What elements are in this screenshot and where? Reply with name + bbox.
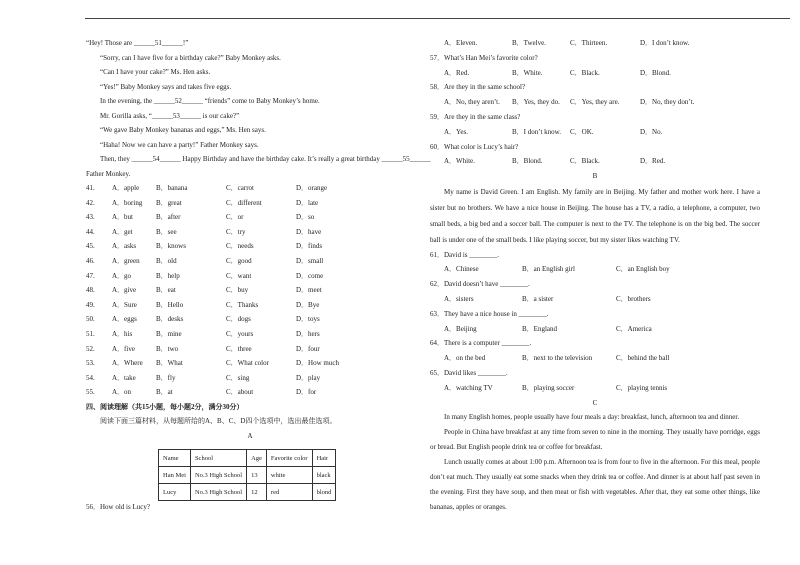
option-b: B．great xyxy=(156,198,182,207)
table-cell: 13 xyxy=(247,467,267,484)
option-a: A．but xyxy=(112,213,133,222)
answer-options-row xyxy=(430,322,760,337)
option-c: C．or xyxy=(226,213,244,222)
option-d: D．No. xyxy=(640,127,663,136)
question-text: 60．What color is Lucy’s hair? xyxy=(430,142,519,151)
cloze-option-row xyxy=(86,356,414,371)
table-cell: 12 xyxy=(247,484,267,501)
option-b: B．next to the television xyxy=(522,354,593,363)
option-a: A．take xyxy=(112,373,136,382)
option-b: B．at xyxy=(156,388,173,397)
dialogue-line: Then, they ______54______ Happy Birthday and have the birthday cake. It’s really a great birthday ______55______ xyxy=(100,155,431,163)
answer-options-row xyxy=(430,95,760,110)
option-a: A．Sure xyxy=(112,300,137,309)
option-a: A．give xyxy=(112,286,137,295)
table-cell: black xyxy=(312,467,336,484)
question-text: 58．Are they in the same school? xyxy=(430,83,526,92)
question-text: 63．They have a nice house in ________. xyxy=(430,309,549,318)
option-b: B．Yes, they do. xyxy=(512,98,560,107)
option-d: D．four xyxy=(296,344,320,353)
passage-c-paragraph: People in China have breakfast at any time from seven to nine in the morning. They usually have porridge, eggs or bread. But English people drink tea or coffee for breakfast. xyxy=(430,428,760,452)
option-a: A．apple xyxy=(112,184,140,192)
table-header-cell: Age xyxy=(247,450,267,467)
option-c: C．good xyxy=(226,256,252,265)
option-c: C．three xyxy=(226,344,252,353)
option-d: D．play xyxy=(296,373,321,382)
dialogue-line: “Haha! Now we can have a party!” Father Monkey says. xyxy=(100,140,259,149)
question-number: 53. xyxy=(86,359,95,368)
option-a: A．go xyxy=(112,271,132,280)
option-d: D．Blond. xyxy=(640,68,671,77)
cloze-option-row xyxy=(86,196,414,211)
option-b: B．help xyxy=(156,271,180,280)
option-a: A．green xyxy=(112,256,140,265)
option-b: B．Twelve. xyxy=(512,39,546,47)
table-header-row xyxy=(159,450,336,467)
option-d: D．How much xyxy=(296,359,339,368)
option-b: B．see xyxy=(156,227,177,236)
question-text: 61．David is ________. xyxy=(430,250,500,259)
answer-options-row xyxy=(430,125,760,140)
passage-a-label: A xyxy=(247,431,253,440)
table-cell: red xyxy=(266,484,312,501)
option-d: D．I don’t know. xyxy=(640,39,690,47)
cloze-option-row xyxy=(86,385,414,400)
question-56: 56．How old is Lucy? xyxy=(86,503,150,511)
option-c: C．Thirteen. xyxy=(570,39,608,47)
question-number: 44. xyxy=(86,227,95,236)
right-column xyxy=(430,36,760,515)
answer-options-row xyxy=(430,351,760,366)
option-c: C．Black. xyxy=(570,68,600,77)
option-d: D．come xyxy=(296,271,324,280)
option-c: C．Yes, they are. xyxy=(570,98,620,107)
dialogue-line: Mr. Gorilla asks, “______53______ is our cake?” xyxy=(100,111,240,120)
question-text: 62．David doesn’t have ________. xyxy=(430,280,530,289)
cloze-option-row xyxy=(86,181,414,196)
option-b: B．fly xyxy=(156,373,176,382)
question-text: 64．There is a computer ________. xyxy=(430,339,532,348)
question-number: 41. xyxy=(86,184,95,192)
option-d: D．finds xyxy=(296,242,323,251)
option-c: C．playing tennis xyxy=(616,383,668,392)
passage-c-label: C xyxy=(592,398,598,407)
passage-b-text: My name is David Green. I am English. My family are in Beijing. My father and mother work here. I have a sister but no brothers. We have a nice house in Beijing. The house has a TV, a radio, a telephone, a computer, two small beds, a big bed and a soccer ball. The computer is next to the TV. The telephone is on the big bed. The soccer ball is under one of the small beds. I like playing soccer, but my sister likes watching TV. xyxy=(430,187,760,244)
option-d: D．meet xyxy=(296,286,322,295)
option-b: B．banana xyxy=(156,184,188,192)
option-a: A．Chinese xyxy=(444,265,479,274)
option-a: A．sisters xyxy=(444,295,474,304)
question-number: 48. xyxy=(86,286,95,295)
question-number: 51. xyxy=(86,329,95,338)
cloze-option-row xyxy=(86,254,414,269)
question-number: 42. xyxy=(86,198,95,207)
option-c: C．America xyxy=(616,324,652,333)
table-header-cell: School xyxy=(190,450,246,467)
question-number: 54. xyxy=(86,373,95,382)
table-cell: Han Mei xyxy=(159,467,191,484)
option-c: C．OK. xyxy=(570,127,594,136)
answer-options-row xyxy=(430,292,760,307)
option-c: C．about xyxy=(226,388,254,397)
passage-a-questions xyxy=(430,36,760,169)
option-d: D．so xyxy=(296,213,315,222)
option-c: C．Thanks xyxy=(226,300,259,309)
table-cell: Lucy xyxy=(159,484,191,501)
option-a: A．asks xyxy=(112,242,137,251)
option-a: A．Red. xyxy=(444,68,470,77)
option-b: B．an English girl xyxy=(522,265,575,274)
question-number: 55. xyxy=(86,388,95,397)
section-heading: 四、阅读理解（共15小题，每小题2分，满分30分） xyxy=(86,402,244,411)
table-row xyxy=(159,484,336,501)
cloze-options xyxy=(86,181,414,400)
option-c: C．Black. xyxy=(570,157,600,166)
option-c: C．behind the ball xyxy=(616,354,670,363)
section-instruction: 阅读下面三篇材料，从每题所给的A、B、C、D四个选项中，选出最佳选项。 xyxy=(100,417,337,426)
question-number: 45. xyxy=(86,242,95,251)
option-c: C．try xyxy=(226,227,246,236)
option-b: B．old xyxy=(156,256,177,265)
dialogue-line: “Can I have your cake?” Ms. Hen asks. xyxy=(100,68,211,76)
dialogue-line: “Hey! Those are ______51______!” xyxy=(86,39,189,47)
cloze-option-row xyxy=(86,225,414,240)
option-c: C．brothers xyxy=(616,295,651,304)
passage-b-label: B xyxy=(592,172,598,181)
option-b: B．eat xyxy=(156,286,176,295)
question-number: 46. xyxy=(86,256,95,265)
answer-options-row xyxy=(430,154,760,169)
option-d: D．have xyxy=(296,227,322,236)
option-d: D．orange xyxy=(296,184,328,192)
answer-options-row xyxy=(430,66,760,81)
option-b: B．two xyxy=(156,344,179,353)
student-info-table xyxy=(158,449,336,501)
option-c: C．an English boy xyxy=(616,265,670,274)
option-b: B．a sister xyxy=(522,295,554,304)
option-c: C．What color xyxy=(226,359,269,368)
dialogue-line: “We gave Baby Monkey bananas and eggs,” Ms. Hen says. xyxy=(100,126,266,134)
option-c: C．yours xyxy=(226,329,254,338)
option-b: B．I don’t know. xyxy=(512,127,561,136)
option-c: C．carrot xyxy=(226,184,254,192)
option-a: A．Beijing xyxy=(444,324,477,333)
passage-b-questions xyxy=(430,248,760,396)
cloze-option-row xyxy=(86,269,414,284)
table-header-cell: Favorite color xyxy=(266,450,312,467)
option-d: D．toys xyxy=(296,315,320,324)
option-b: B．mine xyxy=(156,329,182,338)
cloze-option-row xyxy=(86,239,414,254)
dialogue-line: Father Monkey. xyxy=(86,169,131,178)
option-d: D．small xyxy=(296,256,324,265)
option-d: D．hers xyxy=(296,329,320,338)
cloze-option-row xyxy=(86,342,414,357)
option-b: B．after xyxy=(156,213,181,222)
table-header-cell: Hair xyxy=(312,450,336,467)
cloze-option-row xyxy=(86,298,414,313)
option-c: C．sing xyxy=(226,373,250,382)
option-a: A．five xyxy=(112,344,135,353)
dialogue-line: In the evening, the ______52______ “friends” come to Baby Monkey’s home. xyxy=(100,97,320,105)
option-a: A．on the bed xyxy=(444,354,486,363)
option-c: C．want xyxy=(226,271,252,280)
passage-c-paragraph: Lunch usually comes at about 1:00 p.m. Afternoon tea is from four to five in the afternoon. For this meal, people don’t eat much. They usually eat some snacks when they drink tea or coffee. And dinner is at about half past seven in the evening. First they have soup, and then meat or fish with vegetables. After that, they eat some other things, like bananas, apples or oranges. xyxy=(430,458,760,512)
question-text: 57．What’s Han Mei’s favorite color? xyxy=(430,53,538,62)
question-text: 59．Are they in the same class? xyxy=(430,112,521,121)
passage-c-paragraph: In many English homes, people usually have four meals a day: breakfast, lunch, afternoon tea and dinner. xyxy=(444,413,740,422)
option-a: A．White. xyxy=(444,157,475,166)
table-cell: white xyxy=(266,467,312,484)
answer-options-row xyxy=(430,381,760,396)
option-b: B．Blond. xyxy=(512,157,543,166)
option-c: C．buy xyxy=(226,286,249,295)
cloze-option-row xyxy=(86,371,414,386)
table-cell: No.3 High School xyxy=(190,484,246,501)
header-rule xyxy=(85,18,790,19)
option-a: A．on xyxy=(112,388,132,397)
option-a: A．eggs xyxy=(112,315,137,324)
option-c: C．dogs xyxy=(226,315,251,324)
option-a: A．his xyxy=(112,329,133,338)
question-number: 43. xyxy=(86,213,95,222)
option-a: A．boring xyxy=(112,198,143,207)
option-d: D．for xyxy=(296,388,317,397)
option-a: A．get xyxy=(112,227,133,236)
cloze-option-row xyxy=(86,312,414,327)
question-number: 50. xyxy=(86,315,95,324)
option-a: A．Eleven. xyxy=(444,39,478,47)
table-row xyxy=(159,467,336,484)
table-cell: blond xyxy=(312,484,336,501)
option-a: A．No, they aren’t. xyxy=(444,98,500,107)
cloze-option-row xyxy=(86,327,414,342)
option-d: D．Bye xyxy=(296,300,320,309)
option-b: B．Hello xyxy=(156,300,184,309)
option-a: A．Yes. xyxy=(444,127,468,136)
option-b: B．playing soccer xyxy=(522,383,575,392)
option-a: A．watching TV xyxy=(444,383,493,392)
question-number: 52. xyxy=(86,344,95,353)
table-cell: No.3 High School xyxy=(190,467,246,484)
option-b: B．White. xyxy=(512,68,543,77)
question-text: 65．David likes ________. xyxy=(430,369,508,378)
option-c: C．needs xyxy=(226,242,254,251)
option-a: A．Where xyxy=(112,359,143,368)
cloze-option-row xyxy=(86,210,414,225)
left-column xyxy=(86,36,431,443)
option-d: D．No, they don’t. xyxy=(640,98,695,107)
question-number: 47. xyxy=(86,271,95,280)
option-d: D．Red. xyxy=(640,157,666,166)
answer-options-row xyxy=(430,262,760,277)
option-b: B．knows xyxy=(156,242,186,251)
option-b: B．What xyxy=(156,359,183,368)
option-b: B．England xyxy=(522,324,557,333)
dialogue-line: “Yes!” Baby Monkey says and takes five eggs. xyxy=(100,82,232,91)
question-number: 49. xyxy=(86,300,95,309)
option-c: C．different xyxy=(226,198,262,207)
cloze-option-row xyxy=(86,283,414,298)
table-header-cell: Name xyxy=(159,450,191,467)
answer-options-row xyxy=(430,36,760,51)
dialogue-line: “Sorry, can I have five for a birthday cake?” Baby Monkey asks. xyxy=(100,53,281,62)
option-d: D．late xyxy=(296,198,319,207)
option-b: B．desks xyxy=(156,315,184,324)
